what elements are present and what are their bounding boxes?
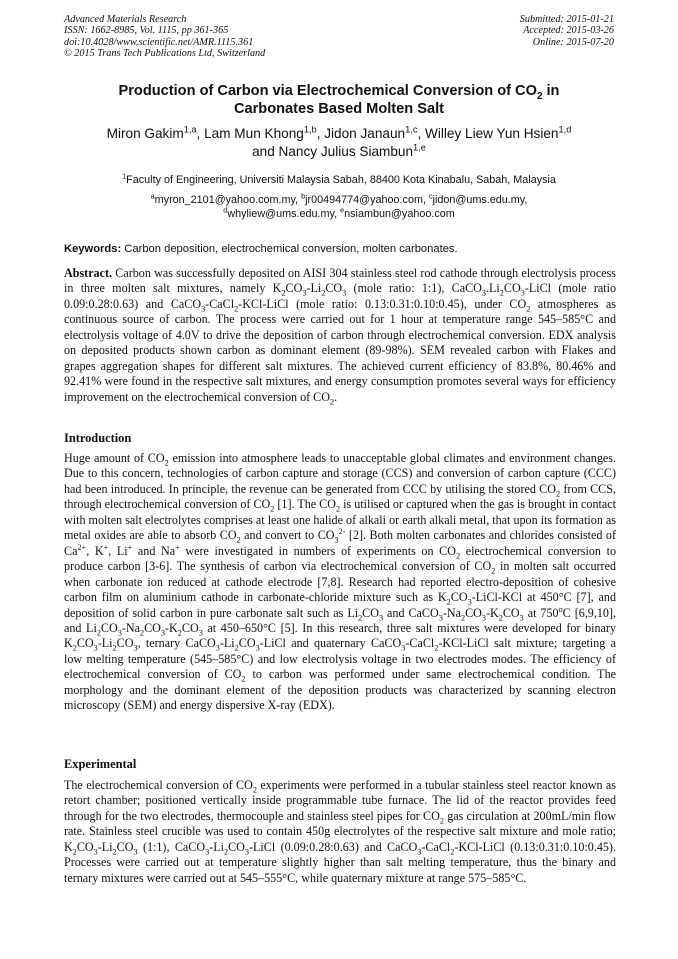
journal-issn: ISSN: 1662-8985, Vol. 1115, pp 361-365 <box>64 25 229 37</box>
journal-name: Advanced Materials Research <box>64 14 187 25</box>
accepted-date: Accepted: 2015-03-26 <box>523 25 614 37</box>
journal-copyright: © 2015 Trans Tech Publications Ltd, Switzerland <box>64 48 266 60</box>
email-address: whyliew@ums.edu.my, <box>227 207 341 220</box>
author-name: Miron Gakim <box>106 126 184 141</box>
author-list <box>44 125 634 161</box>
author-name: , Willey Liew Yun Hsien <box>417 126 559 141</box>
title-line-2: Carbonates Based Molten Salt <box>233 101 445 117</box>
author-name: , Jidon Janaun <box>316 126 406 141</box>
author-emails <box>64 191 614 221</box>
introduction-text: Huge amount of $CO_2$ emission into atmosphere leads to unacceptable global climates and environment changes. Due to this concern, technologies of carbon capture and storage (CCS) and conversion of carbon capture (CCC) had been introduced. In principle, the revenue can be generated from CCC by utilising the stored $CO_2$ from CCS, through electrochemical conversion of $CO_2$ [1]. The $CO_2$ is utilised or captured when the gas is brought in contact with molten salt electrolytes comprises at least one halide of alkali or earth alkali metal, that upon its formation as metal oxides are able to absorb $CO_2$ and convert to $CO_3^{2-}$ [2]. Both molten carbonates and chlorides consisted of $Ca^{2+}$, K+, Li+ and Na+ were investigated in numbers of experiments on $CO_2$ electrochemical conversion to produce carbon [3-6]. The synthesis of carbon via electrochemical conversion of $CO_2$ in molten salt occurred when carbonate ion reduced at cathode electrode [7,8]. Research had reported electro-deposition of cohesive carbon film on aluminium cathode in carbonate-chloride mixture such as $K_2CO_3-LiCl$-KCl at 450°C [7], and deposition of solid carbon in pure carbonate salt such as $Li_2CO_3$ and $CaCO_3-Na_2CO_3-K_2CO_3$ at 750$^o$C [6,9,10], and $Li_2CO_3-Na_2CO_3-K_2CO_3$ at 450–650°C [5]. In this research, three salt mixtures were developed for binary $K_2CO_3-Li_2CO_3$, ternary $CaCO_3-Li_2CO_3$-LiCl and quaternary CaCO$_3$-CaCl$_2$-KCl-LiCl salt mixture; targeting a low melting temperature (545–585°C) and low electrolysis voltage in two electrodes modes. The efficiency of electrochemical conversion of $CO_2$ to carbon was performed under same electrochemical condition. The morphology and the dominant element of the deposition products was characterized by scanning electron microscopy (SEM) and energy dispersive X-ray (EDX). <box>64 451 617 713</box>
experimental-text: The electrochemical conversion of $CO_2$ experiments were performed in a tubular stainless steel reactor known as retort chamber; positioned vertically inside programmable tube furnace. The lid of the reactor provides feed through for the two electrodes, thermocouple and stainless steel pipes for $CO_2$ gas circulation at 200mL/min flow rate. Stainless steel crucible was used to contain 450g electrolytes of the respective salt mixture and mole ratio; $K_2CO_3-Li_2CO_3$ (1:1), $CaCO_3-Li_2CO_3$-LiCl (0.09:0.28:0.63) and CaCO$_3$-CaCl$_2$-KCl-LiCl (0.13:0.31:0.10:0.45). Processes were carried out at temperature slightly higher than salt melting temperature, thus the binary and ternary mixtures were carried out at 545–555°C, while quaternary mixture at range 575–585°C. <box>64 778 616 885</box>
introduction-heading: Introduction <box>64 431 132 445</box>
journal-doi: doi:10.4028/www.scientific.net/AMR.1115.361 <box>64 36 254 48</box>
online-date: Online: 2015-07-20 <box>532 36 614 48</box>
submission-dates <box>520 14 614 48</box>
journal-metadata <box>64 14 265 60</box>
submitted-date: Submitted: 2015-01-21 <box>519 14 614 25</box>
email-line-1: $^a$myron_2101@yahoo.com.my, $^b$jr00494774@yahoo.com, $^c$jidon@ums.edu.my, <box>150 191 528 206</box>
email-address: myron_2101@yahoo.com.my, <box>154 194 302 206</box>
affiliation: $^1$Faculty of Engineering, Universiti Malaysia Sabah, 88400 Kota Kinabalu, Sabah, Malaysia <box>122 171 556 186</box>
email-address: jr00494774@yahoo.com, <box>305 194 429 206</box>
keywords-text: Carbon deposition, electrochemical conversion, molten carbonates. <box>121 243 458 255</box>
email-line-2: $^d$whyliew@ums.edu.my, $^e$nsiambun@yahoo.com <box>223 204 455 220</box>
email-address: jidon@ums.edu.my, <box>432 194 528 206</box>
author-line-1: Miron Gakim$^{1,a}$, Lam Mun Khong$^{1,b}$, Jidon Janaun$^{1,c}$, Willey Liew Yun Hsien$^{1,d}$ <box>106 124 572 141</box>
paper-title <box>64 82 614 118</box>
title-line-1: Production of Carbon via Electrochemical Conversion of $CO_2$ in <box>118 83 560 102</box>
abstract-label: Abstract. <box>64 266 113 280</box>
email-address: nsiambun@yahoo.com <box>344 207 455 220</box>
abstract: Abstract. Carbon was successfully deposited on AISI 304 stainless steel rod cathode through electrolysis process in three molten salt mixtures, namely $K_2CO_3-Li_2CO_3$ (mole ratio: 1:1), $CaCO_3.Li_2CO_3$-LiCl (mole ratio 0.09:0.28:0.63) and CaCO$_3$-CaCl$_2$-KCl-LiCl (mole ratio: 0.13:0.31:0.10:0.45), under $CO_2$ atmospheres as continuous source of carbon. The process were carried out for 1 hour at temperature range 545–585°C and electrolysis voltage of 4.0V to drive the deposition of carbon through electrochemical conversion. EDX analysis on deposited products shown carbon as dominant element (89-98%). SEM revealed carbon with Flakes and grapes aggregation shapes for different salt mixtures. The achieved current efficiency of 83.8%, 80.46% and 92.41% were found in the respective salt mixtures, and energy consumption promotes several ways for efficiency improvement on the electrochemical conversion of $CO_2$. <box>64 266 616 407</box>
author-name: , Lam Mun Khong <box>196 126 304 141</box>
experimental-heading: Experimental <box>64 757 137 771</box>
author-line-2: and Nancy Julius Siambun$^{1,e}$ <box>252 142 426 159</box>
keywords-label: Keywords: <box>64 243 122 255</box>
keywords <box>64 242 616 256</box>
author-name: and Nancy Julius Siambun <box>252 144 414 159</box>
